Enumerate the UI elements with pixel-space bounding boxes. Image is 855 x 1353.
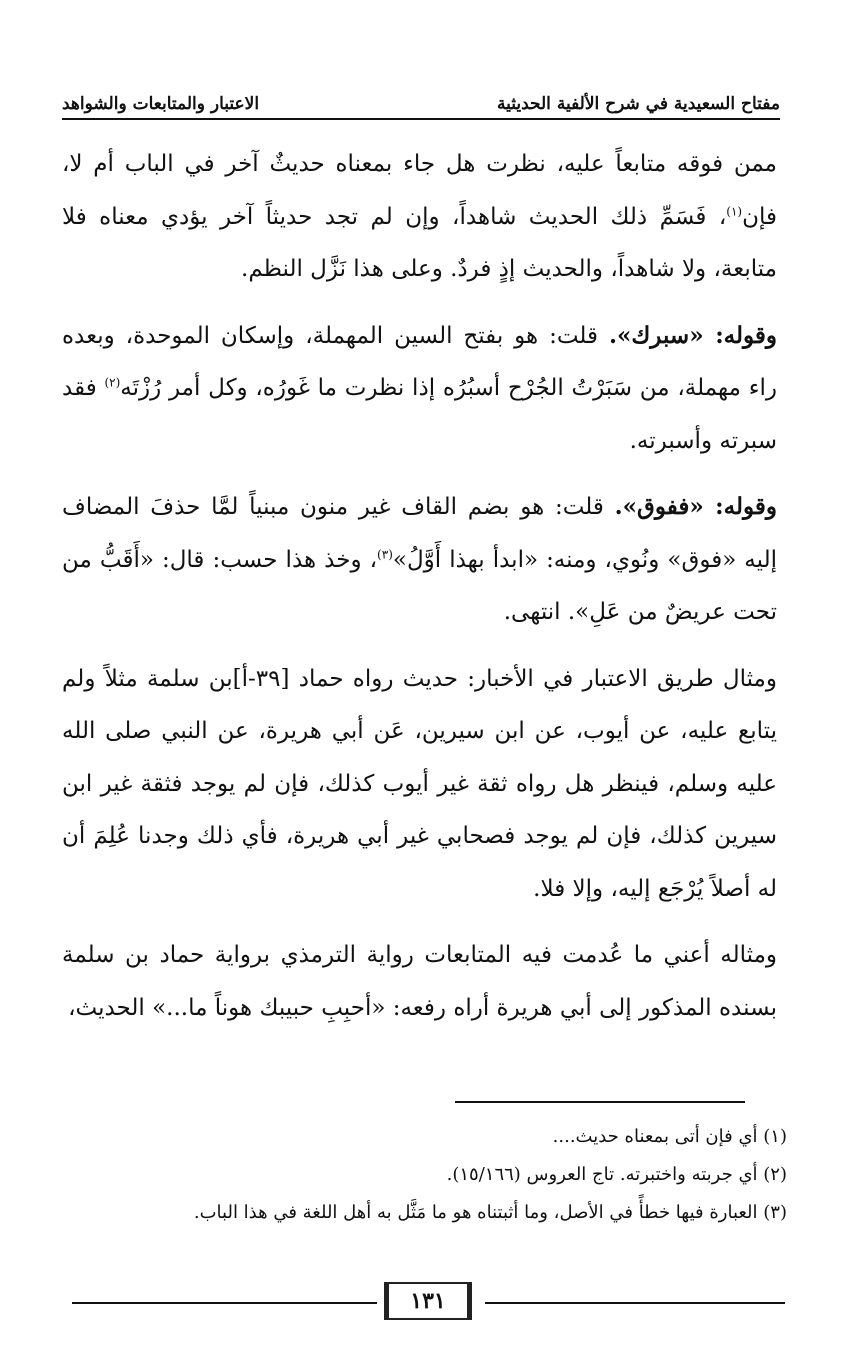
- running-header: [62, 78, 780, 120]
- paragraph-2-lead: وقوله: «سبرك».: [608, 321, 778, 349]
- paragraph-3-text-b: ، وخذ هذا حسب: قال: «أَقَبُّ من تحت عريضٌ من عَلِ». انتهى.: [62, 546, 777, 625]
- book-title: مفتاح السعيدية في شرح الألفية الحديثية: [497, 94, 780, 114]
- footer-rule-left: [72, 1302, 377, 1304]
- paragraph-2-text-b: فقد سبرته وأسبرته.: [62, 375, 777, 454]
- paragraph-3-text-a: قلت: هو بضم القاف غير منون مبنياً لمَّا حذفَ المضاف إليه «فوق» ونُوي، ومنه: «ابدأ بهذا أَوَّلُ»: [62, 494, 777, 573]
- footer-rule-right: [485, 1302, 785, 1304]
- footnote-ref-1: (١): [726, 203, 743, 218]
- footnote-3: (٣) العبارة فيها خطأً في الأصل، وما أثبتناه هو ما مَثَّل به أهل اللغة في هذا الباب.: [193, 1202, 787, 1223]
- main-text: [62, 138, 777, 1048]
- chapter-title: الاعتبار والمتابعات والشواهد: [62, 94, 260, 114]
- paragraph-5: ومثاله أعني ما عُدمت فيه المتابعات رواية الترمذي برواية حماد بن سلمة بسنده المذكور إلى أبي هريرة أراه رفعه: «أحبِبِ حبيبك هوناً ما...» الحديث،: [62, 942, 777, 1021]
- paragraph-1: [62, 138, 777, 296]
- footnote-separator: [455, 1101, 745, 1103]
- footnotes: [62, 1118, 787, 1232]
- paragraph-2-text-a: قلت: هو بفتح السين المهملة، وإسكان الموحدة، وبعده راء مهملة، من سَبَرْتُ الجُرْح أسبُرُه إذا نظرت ما غَورُه، وكل أمر رُزْتَه: [62, 322, 778, 401]
- footnote-1: (١) أي فإن أتى بمعناه حديث....: [552, 1126, 787, 1147]
- page-footer: [72, 1278, 785, 1328]
- footnote-ref-2: (٢): [104, 375, 121, 390]
- paragraph-3-lead: وقوله: «ففوق».: [614, 493, 777, 520]
- paragraph-1-text-b: ، فَسَمِّ ذلك الحديث شاهداً، وإن لم تجد حديثاً آخر يؤدي معناه فلا متابعة، ولا شاهداً، والحديث إذٍ فردٌ. وعلى هذا نَزَّل النظم.: [62, 203, 777, 282]
- page-number: ١٣١: [384, 1282, 472, 1320]
- paragraph-3: [62, 481, 777, 639]
- paragraph-1-text-a: ممن فوقه متابعاً عليه، نظرت هل جاء بمعناه حديثٌ آخر في الباب أم لا، فإن: [62, 151, 777, 230]
- footnote-2: (٢) أي جربته واختبرته. تاج العروس (١٥/١٦٦).: [446, 1164, 787, 1185]
- paragraph-4: ومثال طريق الاعتبار في الأخبار: حديث رواه حماد [٣٩-أ]بن سلمة مثلاً ولم يتابع عليه، عن أيوب، عن ابن سيرين، عَن أبي هريرة، عن النبي صلى الله عليه وسلم، فينظر هل رواه ثقة غير أيوب كذلك، فإن لم يوجد فثقة غير ابن سيرين كذلك، فإن لم يوجد فصحابي غير أبي هريرة، فأي ذلك وجدنا عُلِمَ أن له أصلاً يُرْجَع إليه، وإلا فلا.: [62, 665, 777, 902]
- paragraph-2: [62, 310, 777, 468]
- footnote-ref-3: (٣): [377, 546, 393, 561]
